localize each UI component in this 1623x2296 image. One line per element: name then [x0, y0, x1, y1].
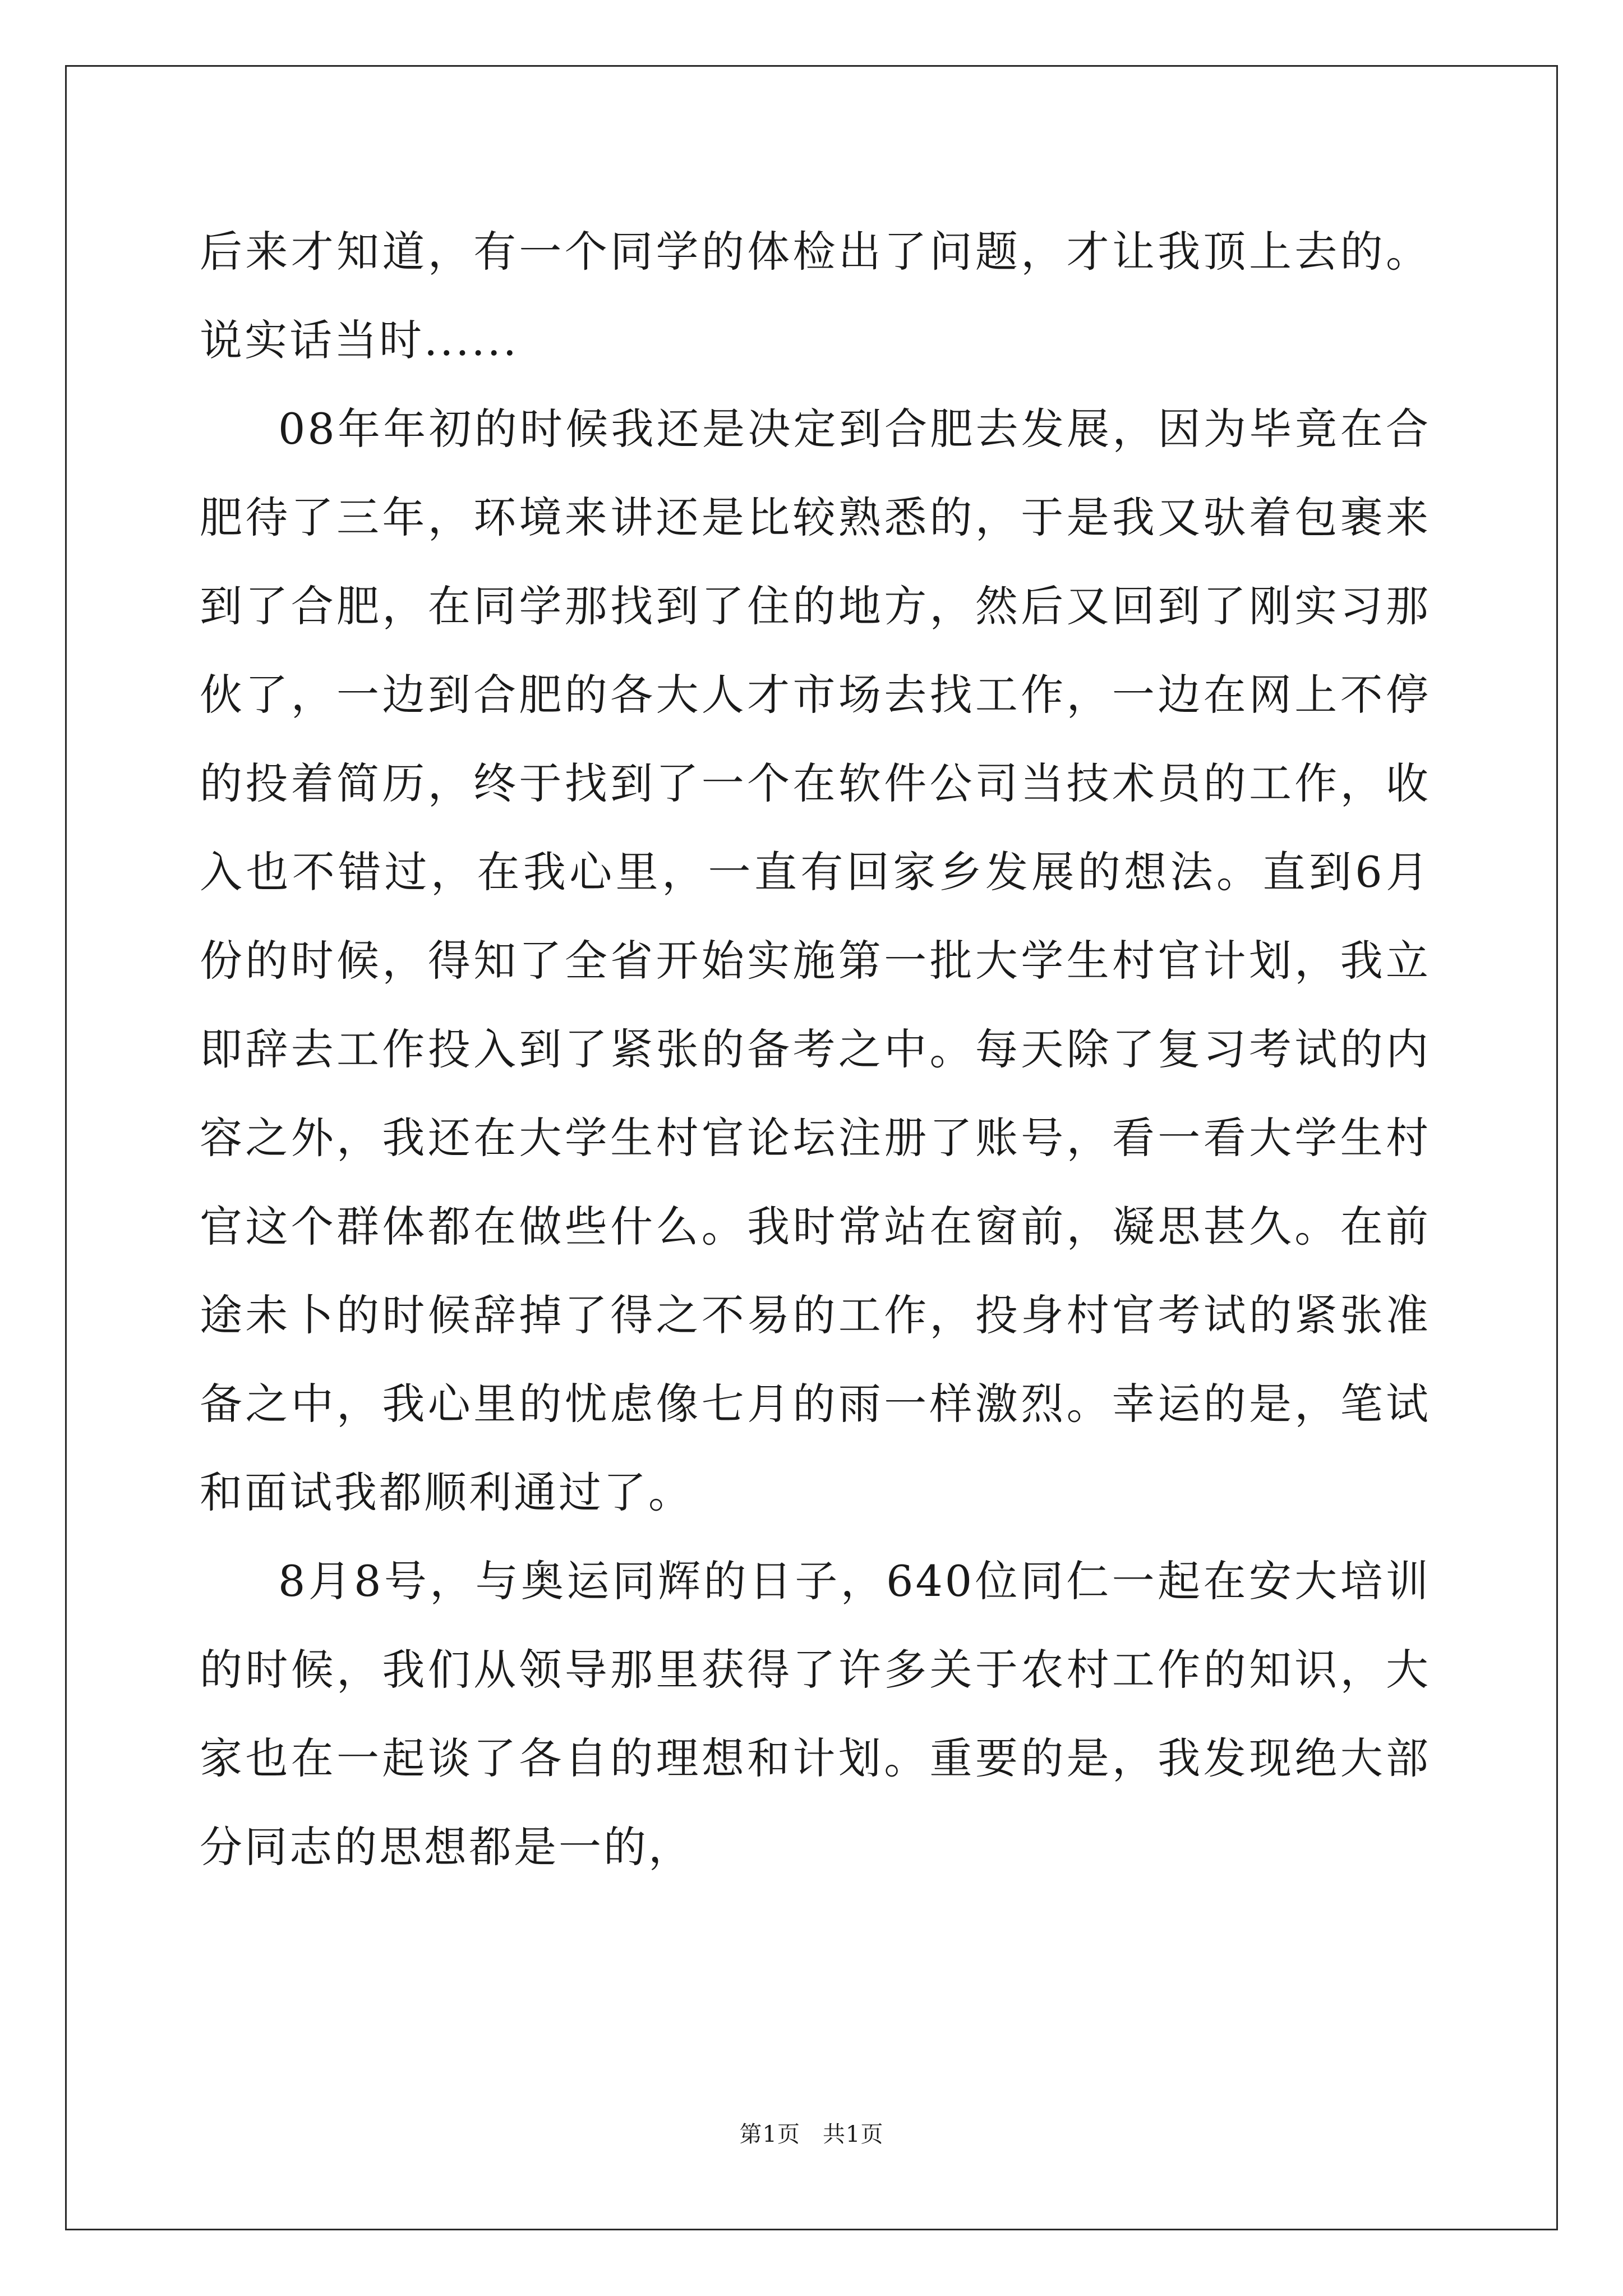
- paragraph-3: 8月8号，与奥运同辉的日子，640位同仁一起在安大培训的时候，我们从领导那里获得了许多关于农村工作的知识，大家也在一起谈了各自的理想和计划。重要的是，我发现绝大部分同志的思想都是一的，: [200, 1556, 1431, 1872]
- paragraph-2: 08年年初的时候我还是决定到合肥去发展，因为毕竟在合肥待了三年，环境来讲还是比较熟悉的，于是我又驮着包裹来到了合肥，在同学那找到了住的地方，然后又回到了刚实习那伙了，一边到合肥的各大人才市场去找工作，一边在网上不停的投着简历，终于找到了一个在软件公司当技术员的工作，收入也不错过，在我心里，一直有回家乡发展的想法。直到6月份的时候，得知了全省开始实施第一批大学生村官计划，我立即辞去工作投入到了紧张的备考之中。每天除了复习考试的内容之外，我还在大学生村官论坛注册了账号，看一看大学生村官这个群体都在做些什么。我时常站在窗前，凝思甚久。在前途未卜的时候辞掉了得之不易的工作，投身村官考试的紧张准备之中，我心里的忧虑像七月的雨一样激烈。幸运的是，笔试和面试我都顺利通过了。: [200, 404, 1431, 1517]
- paragraph-1: 后来才知道，有一个同学的体检出了问题，才让我顶上去的。说实话当时......: [200, 227, 1431, 365]
- document-body: [200, 208, 1431, 1892]
- page-number: 第1页: [739, 2122, 800, 2147]
- page-total: 共1页: [823, 2122, 884, 2147]
- page-footer: [0, 2120, 1623, 2148]
